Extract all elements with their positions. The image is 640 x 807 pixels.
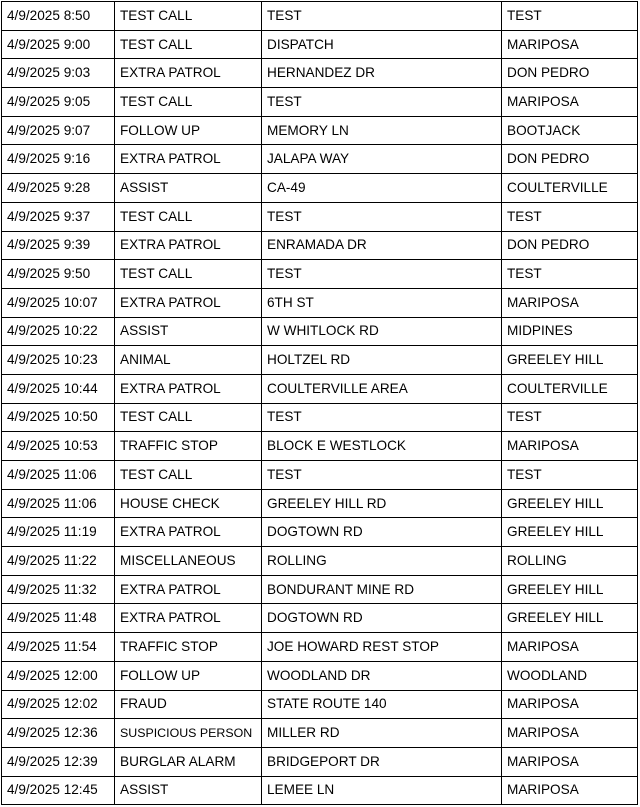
location-cell: TEST bbox=[262, 403, 502, 432]
table-row bbox=[2, 719, 638, 748]
table-row bbox=[2, 661, 638, 690]
city-cell: GREELEY HILL bbox=[502, 489, 638, 518]
city-cell: MARIPOSA bbox=[502, 88, 638, 117]
table-row bbox=[2, 575, 638, 604]
location-cell: CA-49 bbox=[262, 174, 502, 203]
datetime-cell: 4/9/2025 11:19 bbox=[2, 518, 115, 547]
datetime-cell: 4/9/2025 12:36 bbox=[2, 719, 115, 748]
table-row bbox=[2, 374, 638, 403]
datetime-cell: 4/9/2025 11:54 bbox=[2, 633, 115, 662]
location-cell: 6TH ST bbox=[262, 288, 502, 317]
datetime-cell: 4/9/2025 9:37 bbox=[2, 202, 115, 231]
datetime-cell: 4/9/2025 8:50 bbox=[2, 2, 115, 31]
table-row bbox=[2, 231, 638, 260]
city-cell: MARIPOSA bbox=[502, 776, 638, 805]
datetime-cell: 4/9/2025 10:22 bbox=[2, 317, 115, 346]
city-cell: TEST bbox=[502, 2, 638, 31]
city-cell: DON PEDRO bbox=[502, 145, 638, 174]
call-type-cell: EXTRA PATROL bbox=[115, 231, 262, 260]
table-row bbox=[2, 145, 638, 174]
city-cell: MARIPOSA bbox=[502, 432, 638, 461]
city-cell: BOOTJACK bbox=[502, 116, 638, 145]
location-cell: DISPATCH bbox=[262, 30, 502, 59]
location-cell: HERNANDEZ DR bbox=[262, 59, 502, 88]
table-row bbox=[2, 489, 638, 518]
table-row bbox=[2, 403, 638, 432]
datetime-cell: 4/9/2025 9:39 bbox=[2, 231, 115, 260]
call-log-body bbox=[2, 2, 638, 805]
table-row bbox=[2, 202, 638, 231]
location-cell: LEMEE LN bbox=[262, 776, 502, 805]
table-row bbox=[2, 432, 638, 461]
location-cell: DOGTOWN RD bbox=[262, 518, 502, 547]
city-cell: TEST bbox=[502, 403, 638, 432]
location-cell: COULTERVILLE AREA bbox=[262, 374, 502, 403]
datetime-cell: 4/9/2025 10:07 bbox=[2, 288, 115, 317]
table-row bbox=[2, 288, 638, 317]
datetime-cell: 4/9/2025 9:00 bbox=[2, 30, 115, 59]
city-cell: MARIPOSA bbox=[502, 719, 638, 748]
city-cell: MARIPOSA bbox=[502, 633, 638, 662]
location-cell: MILLER RD bbox=[262, 719, 502, 748]
location-cell: GREELEY HILL RD bbox=[262, 489, 502, 518]
call-type-cell: EXTRA PATROL bbox=[115, 374, 262, 403]
datetime-cell: 4/9/2025 10:23 bbox=[2, 346, 115, 375]
call-type-cell: EXTRA PATROL bbox=[115, 288, 262, 317]
location-cell: BONDURANT MINE RD bbox=[262, 575, 502, 604]
location-cell: TEST bbox=[262, 260, 502, 289]
call-type-cell: ASSIST bbox=[115, 317, 262, 346]
table-row bbox=[2, 2, 638, 31]
call-type-cell: TRAFFIC STOP bbox=[115, 432, 262, 461]
city-cell: TEST bbox=[502, 202, 638, 231]
call-type-cell: ASSIST bbox=[115, 174, 262, 203]
call-type-cell: TEST CALL bbox=[115, 30, 262, 59]
table-row bbox=[2, 346, 638, 375]
call-type-cell: TRAFFIC STOP bbox=[115, 633, 262, 662]
call-type-cell: SUSPICIOUS PERSON bbox=[115, 719, 262, 748]
city-cell: TEST bbox=[502, 260, 638, 289]
datetime-cell: 4/9/2025 10:53 bbox=[2, 432, 115, 461]
datetime-cell: 4/9/2025 12:39 bbox=[2, 747, 115, 776]
city-cell: TEST bbox=[502, 461, 638, 490]
datetime-cell: 4/9/2025 12:00 bbox=[2, 661, 115, 690]
table-row bbox=[2, 317, 638, 346]
call-type-cell: MISCELLANEOUS bbox=[115, 547, 262, 576]
call-type-cell: ANIMAL bbox=[115, 346, 262, 375]
location-cell: BLOCK E WESTLOCK bbox=[262, 432, 502, 461]
city-cell: MARIPOSA bbox=[502, 288, 638, 317]
datetime-cell: 4/9/2025 9:50 bbox=[2, 260, 115, 289]
location-cell: W WHITLOCK RD bbox=[262, 317, 502, 346]
call-log-table bbox=[1, 1, 638, 805]
call-type-cell: EXTRA PATROL bbox=[115, 604, 262, 633]
location-cell: TEST bbox=[262, 202, 502, 231]
location-cell: MEMORY LN bbox=[262, 116, 502, 145]
location-cell: ROLLING bbox=[262, 547, 502, 576]
call-type-cell: TEST CALL bbox=[115, 202, 262, 231]
city-cell: DON PEDRO bbox=[502, 59, 638, 88]
call-type-cell: TEST CALL bbox=[115, 260, 262, 289]
call-type-cell: TEST CALL bbox=[115, 461, 262, 490]
city-cell: ROLLING bbox=[502, 547, 638, 576]
city-cell: COULTERVILLE bbox=[502, 174, 638, 203]
datetime-cell: 4/9/2025 9:05 bbox=[2, 88, 115, 117]
table-row bbox=[2, 604, 638, 633]
city-cell: GREELEY HILL bbox=[502, 346, 638, 375]
table-row bbox=[2, 547, 638, 576]
location-cell: ENRAMADA DR bbox=[262, 231, 502, 260]
datetime-cell: 4/9/2025 11:48 bbox=[2, 604, 115, 633]
table-row bbox=[2, 59, 638, 88]
call-type-cell: EXTRA PATROL bbox=[115, 59, 262, 88]
datetime-cell: 4/9/2025 10:50 bbox=[2, 403, 115, 432]
location-cell: JALAPA WAY bbox=[262, 145, 502, 174]
call-type-cell: EXTRA PATROL bbox=[115, 518, 262, 547]
datetime-cell: 4/9/2025 9:07 bbox=[2, 116, 115, 145]
location-cell: JOE HOWARD REST STOP bbox=[262, 633, 502, 662]
datetime-cell: 4/9/2025 9:16 bbox=[2, 145, 115, 174]
datetime-cell: 4/9/2025 10:44 bbox=[2, 374, 115, 403]
table-row bbox=[2, 116, 638, 145]
location-cell: TEST bbox=[262, 88, 502, 117]
datetime-cell: 4/9/2025 9:28 bbox=[2, 174, 115, 203]
datetime-cell: 4/9/2025 11:06 bbox=[2, 489, 115, 518]
call-type-cell: ASSIST bbox=[115, 776, 262, 805]
table-row bbox=[2, 776, 638, 805]
call-type-cell: HOUSE CHECK bbox=[115, 489, 262, 518]
location-cell: TEST bbox=[262, 2, 502, 31]
call-type-cell: TEST CALL bbox=[115, 88, 262, 117]
call-type-cell: TEST CALL bbox=[115, 2, 262, 31]
table-row bbox=[2, 88, 638, 117]
table-row bbox=[2, 30, 638, 59]
location-cell: WOODLAND DR bbox=[262, 661, 502, 690]
city-cell: GREELEY HILL bbox=[502, 518, 638, 547]
location-cell: BRIDGEPORT DR bbox=[262, 747, 502, 776]
city-cell: MIDPINES bbox=[502, 317, 638, 346]
city-cell: MARIPOSA bbox=[502, 690, 638, 719]
datetime-cell: 4/9/2025 9:03 bbox=[2, 59, 115, 88]
city-cell: GREELEY HILL bbox=[502, 604, 638, 633]
call-type-cell: FOLLOW UP bbox=[115, 116, 262, 145]
table-row bbox=[2, 690, 638, 719]
datetime-cell: 4/9/2025 11:22 bbox=[2, 547, 115, 576]
location-cell: TEST bbox=[262, 461, 502, 490]
call-type-cell: EXTRA PATROL bbox=[115, 145, 262, 174]
table-row bbox=[2, 518, 638, 547]
datetime-cell: 4/9/2025 11:06 bbox=[2, 461, 115, 490]
city-cell: MARIPOSA bbox=[502, 30, 638, 59]
city-cell: DON PEDRO bbox=[502, 231, 638, 260]
call-type-cell: TEST CALL bbox=[115, 403, 262, 432]
datetime-cell: 4/9/2025 11:32 bbox=[2, 575, 115, 604]
city-cell: WOODLAND bbox=[502, 661, 638, 690]
location-cell: DOGTOWN RD bbox=[262, 604, 502, 633]
city-cell: MARIPOSA bbox=[502, 747, 638, 776]
city-cell: COULTERVILLE bbox=[502, 374, 638, 403]
call-type-cell: FRAUD bbox=[115, 690, 262, 719]
table-row bbox=[2, 633, 638, 662]
table-row bbox=[2, 174, 638, 203]
city-cell: GREELEY HILL bbox=[502, 575, 638, 604]
call-type-cell: BURGLAR ALARM bbox=[115, 747, 262, 776]
location-cell: STATE ROUTE 140 bbox=[262, 690, 502, 719]
table-row bbox=[2, 747, 638, 776]
datetime-cell: 4/9/2025 12:02 bbox=[2, 690, 115, 719]
location-cell: HOLTZEL RD bbox=[262, 346, 502, 375]
table-row bbox=[2, 461, 638, 490]
call-type-cell: EXTRA PATROL bbox=[115, 575, 262, 604]
call-type-cell: FOLLOW UP bbox=[115, 661, 262, 690]
table-row bbox=[2, 260, 638, 289]
datetime-cell: 4/9/2025 12:45 bbox=[2, 776, 115, 805]
